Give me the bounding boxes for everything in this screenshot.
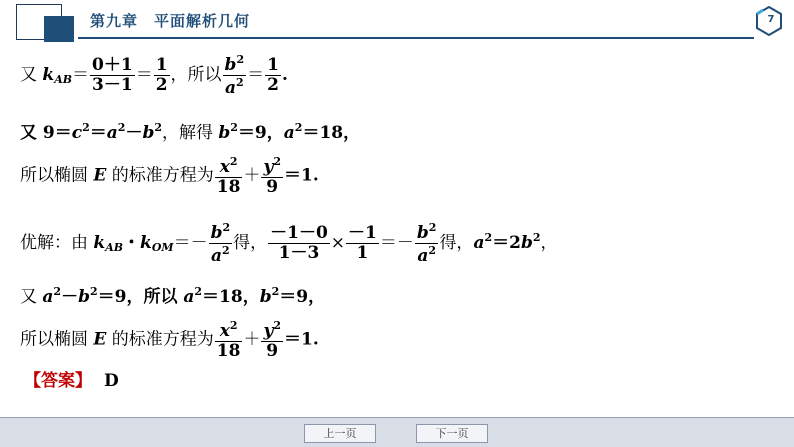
var-c: c (71, 123, 83, 143)
text: ＝9， (279, 287, 326, 307)
minus: － (125, 123, 143, 143)
var-a: a (283, 123, 295, 143)
text: ＝18， (302, 123, 361, 143)
equals: ＝ (135, 65, 153, 85)
subscript: OM (151, 241, 174, 254)
fraction (265, 57, 281, 94)
denominator: 1 (356, 243, 369, 263)
exponent: 2 (271, 285, 280, 298)
prev-page-button[interactable]: 上一页 (304, 424, 376, 443)
answer-label: 【答案】 (24, 371, 92, 391)
var-a: a (183, 287, 195, 307)
exponent: 2 (294, 121, 303, 134)
var-x: x (219, 157, 230, 177)
solution-line-4 (20, 222, 558, 265)
var-b: b (259, 287, 272, 307)
var-k: k (42, 65, 55, 85)
text: ＝1. (284, 165, 319, 186)
text: 得， (233, 233, 268, 253)
var-x: x (219, 321, 230, 341)
text: 的标准方程为 (106, 329, 214, 350)
denominator: 2 (267, 75, 279, 95)
numerator: 0＋1 (92, 55, 133, 75)
plus: ＋ (243, 329, 261, 350)
subscript: AB (54, 73, 73, 86)
var-b: b (210, 223, 223, 243)
var-E: E (93, 165, 107, 186)
numerator: －1－0 (270, 223, 328, 243)
header-bar (0, 0, 794, 46)
fraction (268, 225, 330, 262)
var-k: k (140, 233, 152, 253)
numerator: 1 (267, 55, 279, 75)
times: × (330, 233, 346, 253)
exponent: 2 (117, 121, 126, 134)
var-y: y (263, 157, 274, 177)
text: ＝9， (237, 123, 284, 143)
exponent: 2 (428, 221, 437, 234)
text: 所以椭圆 (20, 329, 94, 350)
exponent: 2 (273, 319, 281, 332)
var-b: b (142, 123, 155, 143)
text: 优解：由 (20, 233, 94, 253)
text: ，所以 (170, 65, 222, 85)
answer-line (24, 373, 119, 390)
exponent: 2 (484, 231, 493, 244)
exponent: 2 (194, 285, 203, 298)
equals: ＝－ (379, 233, 414, 253)
fraction (346, 225, 379, 262)
equals: ＝－ (173, 233, 208, 253)
exponent: 2 (236, 53, 245, 66)
fraction (261, 156, 283, 196)
text: 又 (20, 287, 43, 307)
var-b: b (416, 223, 429, 243)
text: ，解得 (161, 123, 219, 143)
exponent: 2 (222, 221, 231, 234)
next-page-button[interactable]: 下一页 (416, 424, 488, 443)
exponent: 2 (428, 244, 436, 257)
var-a: a (417, 246, 429, 266)
plus: ＋ (243, 165, 261, 186)
fraction (215, 156, 243, 196)
text: ＝18， (202, 287, 260, 307)
denominator: 18 (216, 177, 241, 197)
text: 得， (439, 233, 474, 253)
exponent: 2 (230, 121, 238, 134)
var-a: a (224, 78, 236, 98)
text: . (281, 65, 288, 85)
denominator: 1－3 (278, 243, 320, 263)
var-b: b (218, 123, 231, 143)
denominator: 2 (155, 75, 168, 95)
denominator: 3－1 (92, 75, 133, 95)
exponent: 2 (229, 319, 238, 332)
equals: ＝ (72, 65, 90, 85)
fraction (261, 320, 283, 360)
var-b: b (224, 55, 237, 75)
footer-bar (0, 418, 794, 447)
solution-line-6 (20, 320, 319, 360)
exponent: 2 (53, 285, 62, 298)
fraction (415, 222, 439, 265)
equals: ＝ (89, 123, 107, 143)
denominator: 18 (216, 341, 241, 361)
text: ， (540, 233, 558, 253)
exponent: 2 (222, 244, 230, 257)
minus: － (61, 287, 79, 307)
equals: ＝ (247, 65, 265, 85)
exponent: 2 (532, 231, 541, 244)
header-rule (78, 37, 754, 39)
var-E: E (93, 329, 107, 350)
var-b: b (520, 233, 533, 253)
fraction (209, 222, 233, 265)
var-y: y (263, 321, 274, 341)
fraction (223, 54, 247, 97)
fraction (215, 320, 243, 360)
fraction (154, 57, 170, 94)
chapter-title: 第九章 平面解析几何 (90, 12, 251, 30)
text: 又 (20, 65, 43, 85)
exponent: 2 (89, 285, 98, 298)
solution-line-1 (20, 54, 288, 97)
header-logo-block (44, 16, 74, 42)
text: 的标准方程为 (106, 165, 214, 186)
fraction (90, 57, 135, 94)
var-a: a (106, 123, 118, 143)
exponent: 2 (273, 155, 281, 168)
exponent: 2 (82, 121, 90, 134)
text: ＝9，所以 (97, 287, 184, 307)
exponent: 2 (229, 155, 238, 168)
text: 又 9＝ (20, 123, 72, 143)
text: 所以椭圆 (20, 165, 94, 186)
denominator: 9 (266, 177, 279, 197)
page-number: 7 (767, 14, 775, 25)
var-a: a (42, 287, 54, 307)
answer-value: D (104, 371, 119, 391)
solution-line-5 (20, 286, 325, 306)
solution-line-2 (20, 122, 360, 142)
numerator: －1 (348, 223, 377, 243)
exponent: 2 (154, 121, 162, 134)
text: ＝1. (284, 329, 319, 350)
dot: ・ (123, 233, 141, 253)
var-b: b (78, 287, 90, 307)
denominator: 9 (266, 341, 279, 361)
var-a: a (473, 233, 485, 253)
subscript: AB (105, 241, 124, 254)
solution-line-3 (20, 156, 319, 196)
exponent: 2 (236, 76, 244, 89)
var-k: k (93, 233, 106, 253)
text: ＝2 (492, 233, 521, 253)
var-a: a (211, 246, 223, 266)
numerator: 1 (155, 55, 168, 75)
